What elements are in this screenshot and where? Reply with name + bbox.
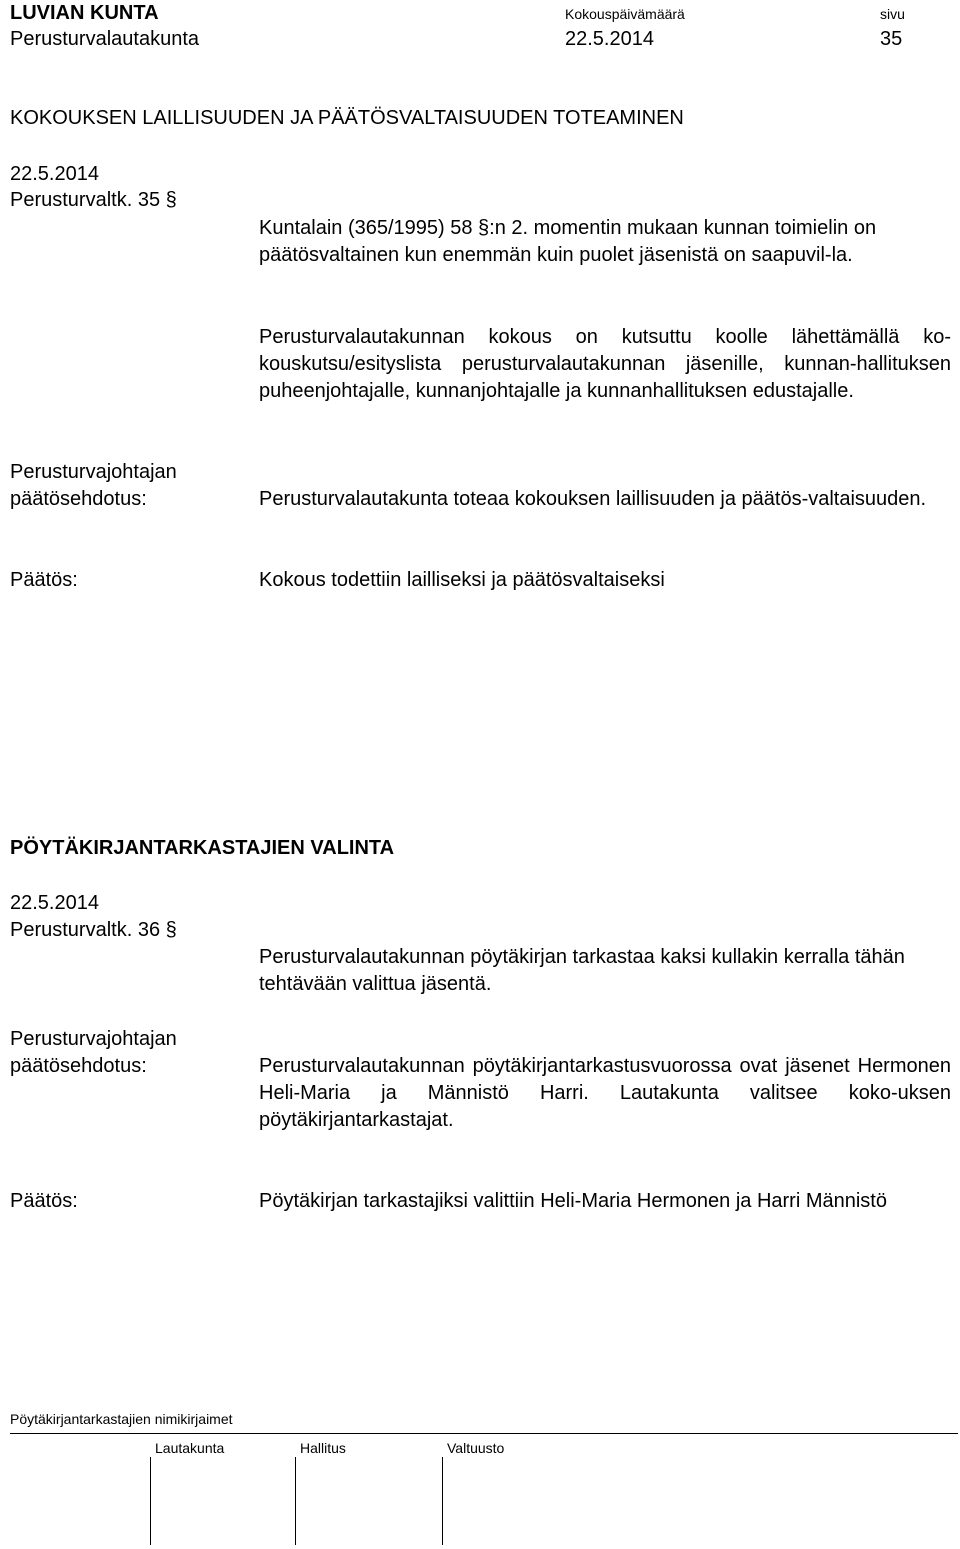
proposal-label: Perusturvajohtajan [10, 1028, 177, 1050]
signature-box-divider [442, 1457, 443, 1545]
section-reference: Perusturvaltk. 36 § [10, 919, 177, 941]
decision-label: Päätös: [10, 569, 78, 591]
meeting-date-label: Kokouspäivämäärä [565, 6, 685, 22]
section-title: KOKOUKSEN LAILLISUUDEN JA PÄÄTÖSVALTAISUUDEN TOTEAMINEN [10, 107, 684, 129]
section-reference: Perusturvaltk. 35 § [10, 189, 177, 211]
proposal-text: Perusturvalautakunnan pöytäkirjantarkastusvuorossa ovat jäsenet Hermonen Heli-Maria ja Männistö Harri. Lautakunta valitsee koko-uksen pöytäkirjantarkastajat. [259, 1055, 951, 1131]
signature-column-government: Hallitus [300, 1440, 346, 1456]
board-name: Perusturvalautakunta [10, 28, 200, 50]
signature-column-board: Lautakunta [155, 1440, 225, 1456]
section-date: 22.5.2014 [10, 892, 99, 914]
signature-box-divider [150, 1457, 151, 1545]
section-date: 22.5.2014 [10, 163, 99, 185]
meeting-call-paragraph: Perusturvalautakunnan kokous on kutsuttu koolle lähettämällä ko-kouskutsu/esityslista perusturvalautakunnan jäsenille, kunnan-hallituksen puheenjohtajalle, kunnanjohtajalle ja kunnanhallituksen edustajalle. [259, 326, 951, 402]
page-label: sivu [880, 6, 905, 22]
section-title: PÖYTÄKIRJANTARKASTAJIEN VALINTA [10, 837, 395, 859]
signatures-label: Pöytäkirjantarkastajien nimikirjaimet [10, 1411, 233, 1427]
legal-basis-paragraph: Kuntalain (365/1995) 58 §:n 2. momentin mukaan kunnan toimielin on päätösvaltainen kun enemmän kuin puolet jäsenistä on saapuvil-la. [259, 217, 877, 266]
proposal-text: Perusturvalautakunta toteaa kokouksen laillisuuden ja päätös-valtaisuuden. [259, 488, 927, 510]
footer-divider [10, 1433, 958, 1434]
organization-name: LUVIAN KUNTA [10, 2, 159, 24]
meeting-date: 22.5.2014 [565, 28, 654, 50]
inspection-paragraph: Perusturvalautakunnan pöytäkirjan tarkastaa kaksi kullakin kerralla tähän tehtävään valittua jäsentä. [259, 946, 905, 995]
page-number: 35 [880, 28, 903, 50]
decision-label: Päätös: [10, 1190, 78, 1212]
signature-column-council: Valtuusto [447, 1440, 505, 1456]
proposal-label-suffix: päätösehdotus: [10, 488, 147, 510]
decision-text: Kokous todettiin lailliseksi ja päätösvaltaiseksi [259, 569, 665, 591]
proposal-label-suffix: päätösehdotus: [10, 1055, 147, 1077]
signature-box-divider [295, 1457, 296, 1545]
decision-text: Pöytäkirjan tarkastajiksi valittiin Heli-Maria Hermonen ja Harri Männistö [259, 1190, 887, 1212]
proposal-label: Perusturvajohtajan [10, 461, 177, 483]
